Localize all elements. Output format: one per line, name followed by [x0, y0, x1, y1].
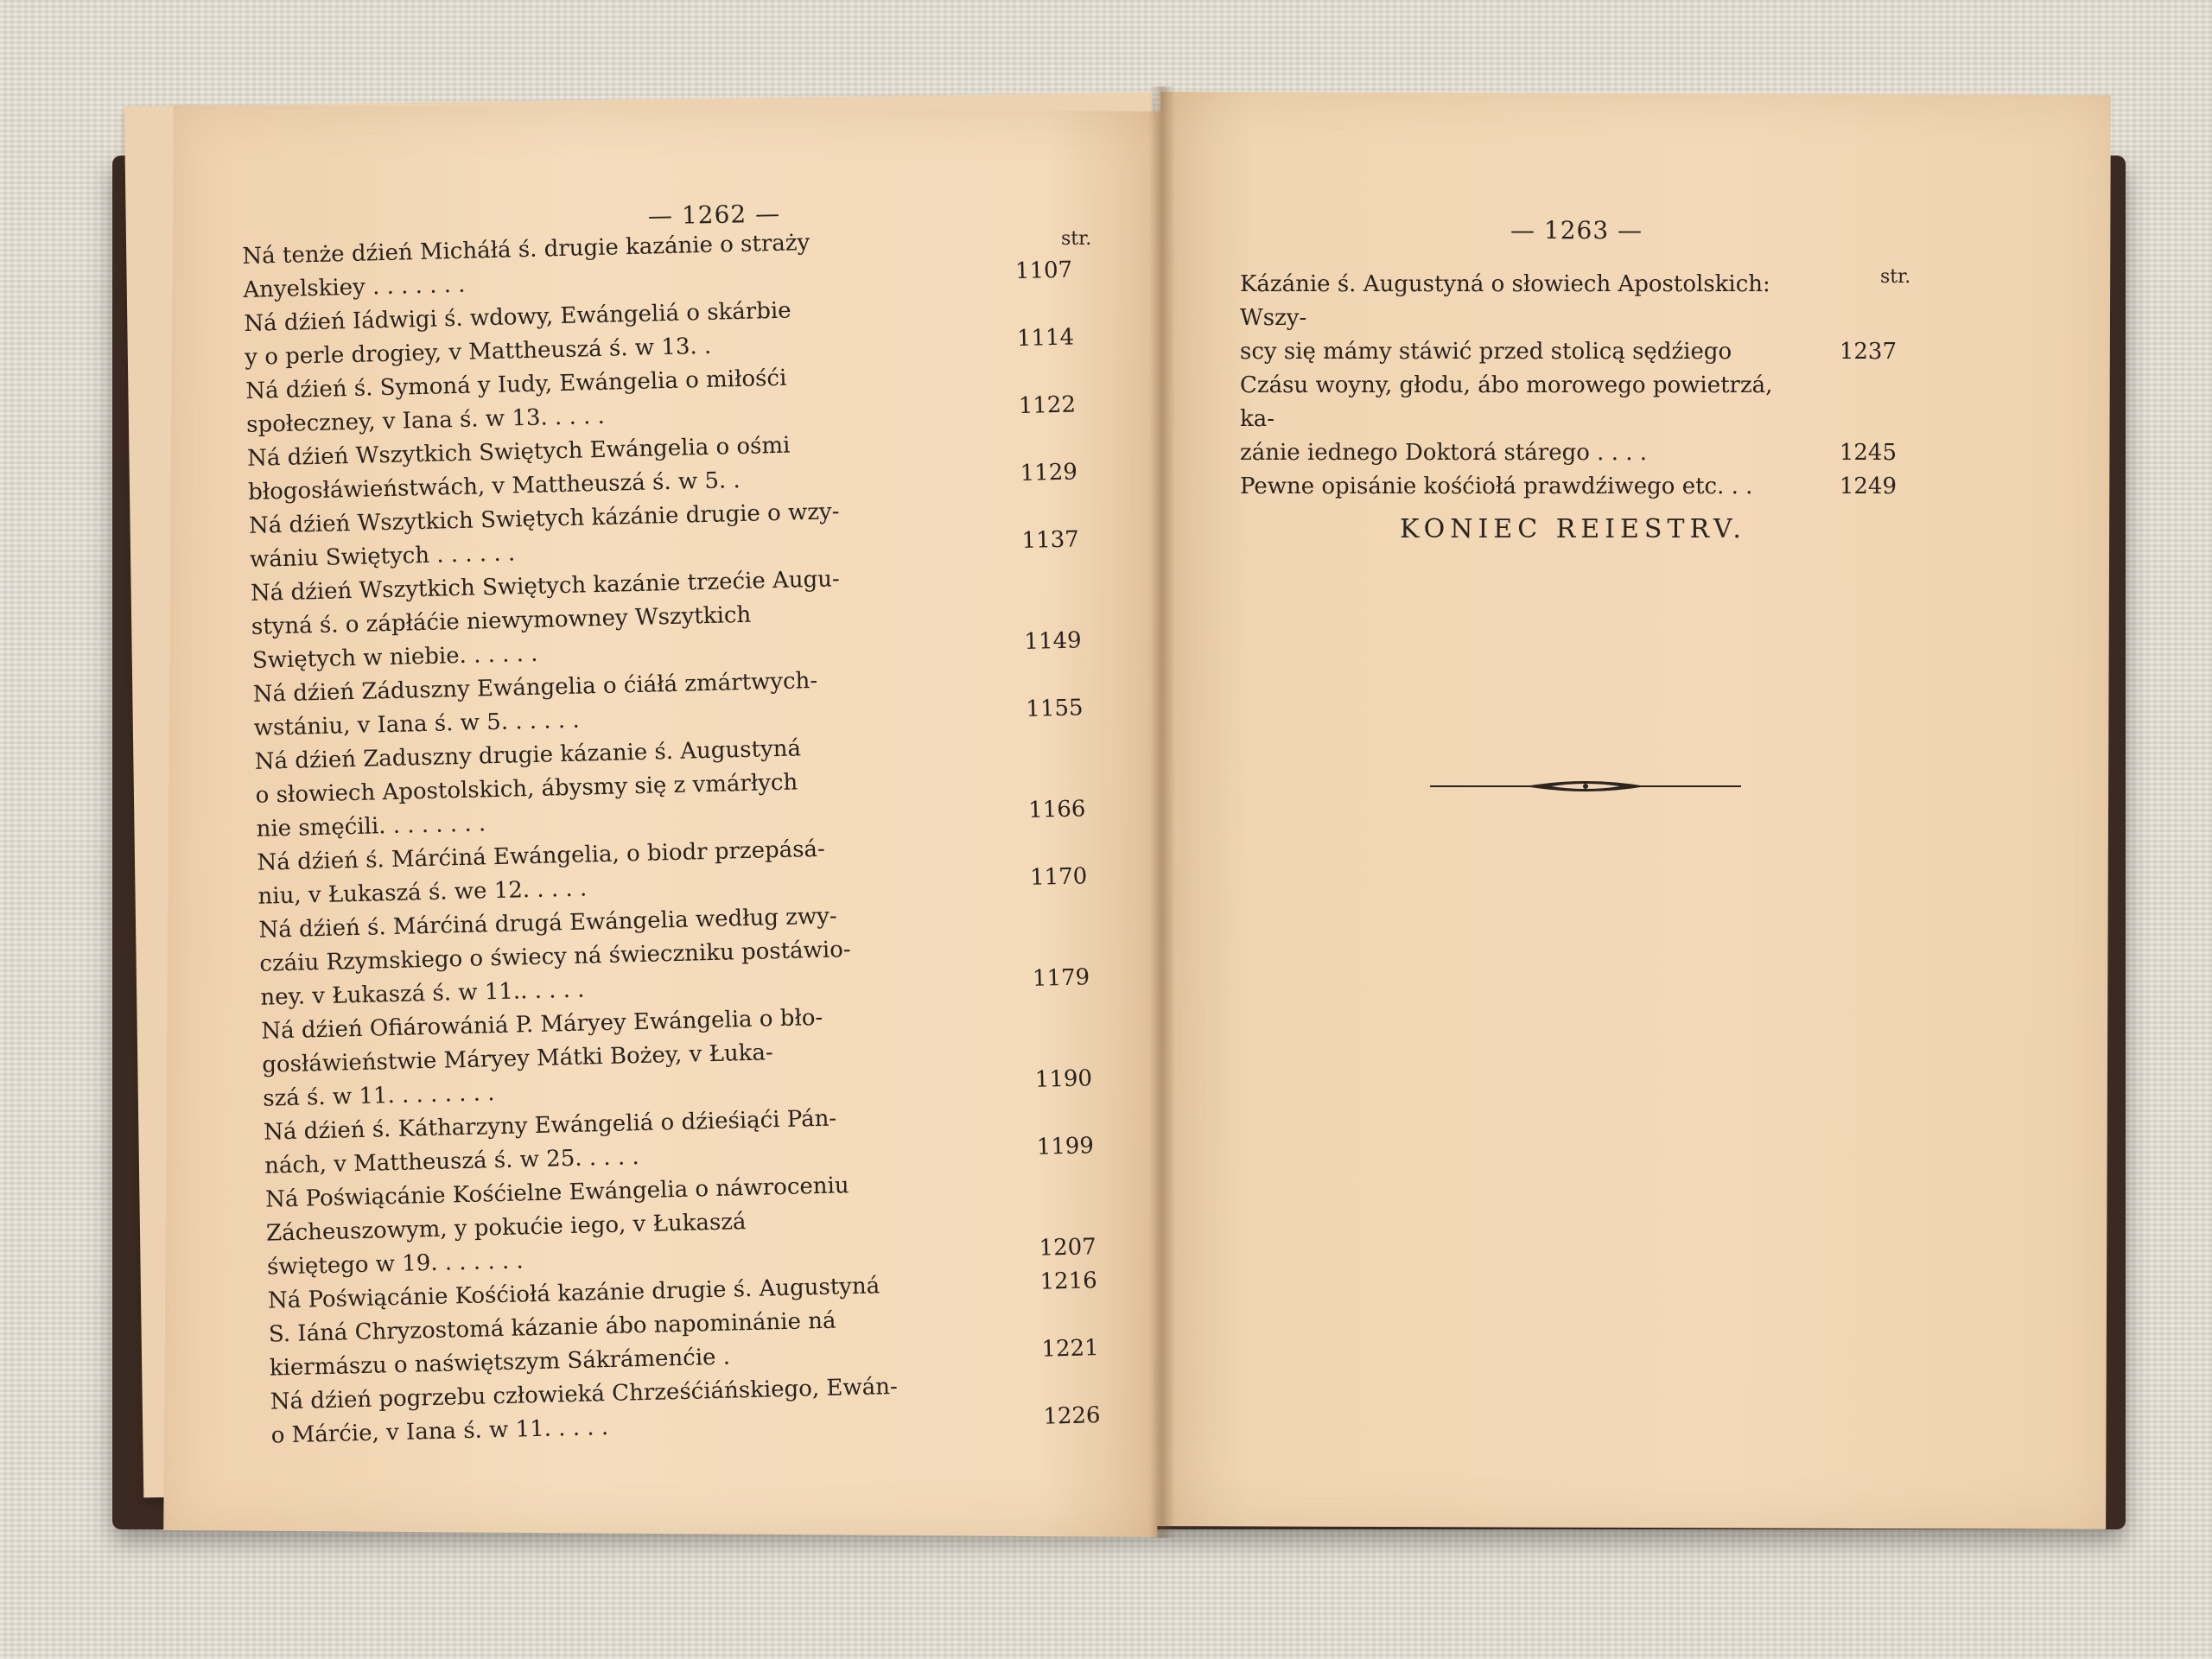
left-table-of-contents [242, 222, 1101, 1453]
toc-entry-page-number: 1107 [1014, 257, 1073, 285]
toc-entry-title: Ná dźień Wszytkich Swiętych kazánie trzećie Augu- styná ś. o zápłáćie niewymowney Wszytkich Swiętych w niebie. . . . . . [250, 566, 841, 674]
toc-entry-page-number: 1237 [1839, 339, 1897, 365]
toc-entry-page-number: 1129 [1020, 459, 1078, 487]
toc-entry-page-number: 1199 [1036, 1133, 1095, 1160]
decorative-rule-ornament-icon [1430, 773, 1741, 803]
toc-entry [1240, 369, 1897, 470]
toc-entry-page-number: 1166 [1027, 796, 1086, 823]
toc-entry-title: Kázánie ś. Augustyná o słowiech Apostolskich: Wszy- scy się mámy stáwić przed stolicą sędźiego [1240, 271, 1770, 365]
toc-entry [1240, 268, 1897, 369]
toc-entry-title: Ná dźień ś. Márćiná drugá Ewángelia według zwy- czáiu Rzymskiego o świecy ná świeczniku postáwio- ney. v Łukaszá ś. w 11.. . . . . [258, 903, 851, 1011]
right-page-str-label: str. [1880, 266, 1911, 288]
right-page-header: — 1263 — [1510, 216, 1643, 245]
closing-text: KONIEC REIESTRV. [1400, 514, 1746, 544]
toc-entry-title: Pewne opisánie kośćiołá prawdźiwego etc. . . [1240, 474, 1753, 499]
toc-entry-title: Ná Poświącánie Kośćiołá kazánie drugie ś. Augustyná [267, 1273, 880, 1314]
toc-entry-title: S. Iáná Chryzostomá kázanie ábo napominánie ná kiermászu o naświętszym Sákrámenćie . [268, 1307, 836, 1382]
toc-entry-title: Ná dźień ś. Márćiná Ewángelia, o biodr przepásá- niu, v Łukaszá ś. we 12. . . . . [257, 836, 826, 910]
toc-entry-page-number: 1122 [1018, 391, 1077, 420]
toc-entry [261, 997, 1093, 1116]
toc-entry [258, 896, 1090, 1015]
toc-entry-page-number: 1245 [1839, 440, 1897, 466]
toc-entry [1240, 470, 1897, 504]
toc-entry-title: Ná dźień ś. Symoná y Iudy, Ewángelia o miłośći społeczney, v Iana ś. w 13. . . . . [245, 365, 787, 438]
toc-entry [250, 559, 1082, 678]
toc-entry-page-number: 1149 [1024, 627, 1082, 656]
toc-entry-title: Ná dźień Zaduszny drugie kázanie ś. Augustyná o słowiech Apostolskich, ábysmy się z vmárłych nie smęćili. . . . . . . . [254, 735, 802, 842]
toc-entry-page-number: 1137 [1021, 526, 1080, 555]
toc-entry-title: Ná dźień Záduszny Ewángelia o ćiáłá zmártwych- wstániu, v Iana ś. w 5. . . . . . [252, 667, 818, 741]
toc-entry-page-number: 1190 [1034, 1065, 1093, 1093]
toc-entry-page-number: 1249 [1839, 474, 1897, 499]
toc-entry-title: Ná dźień pogrzebu człowieká Chrześćiáńskiego, Ewán- o Márćie, v Iana ś. w 11. . . . . [270, 1373, 899, 1449]
toc-entry-page-number: 1207 [1039, 1234, 1097, 1262]
toc-entry-page-number: 1216 [1039, 1268, 1098, 1295]
toc-entry-title: Czásu woyny, głodu, ábo morowego powietrzá, ka- zánie iednego Doktorá stárego . . . . [1240, 372, 1773, 466]
toc-entry-title: Ná dźień Wszytkich Swiętych kázánie drugie o wzy- wániu Swiętych . . . . . . [248, 499, 840, 573]
toc-entry-title: Ná dźień Wszytkich Swiętych Ewángelia o ośmi błogosłáwieństwách, v Mattheuszá ś. w 5. . [246, 432, 791, 505]
toc-entry-page-number: 1179 [1032, 964, 1090, 992]
toc-entry-title: Ná dźień Ofiárowániá P. Máryey Ewángelia o bło- gosłáwieństwie Máryey Mátki Bożey, v Łuka- szá ś. w 11. . . . . . . . [261, 1004, 823, 1112]
toc-entry-page-number: 1221 [1041, 1335, 1099, 1363]
left-page-header: — 1262 — [647, 199, 781, 231]
toc-entry-page-number: 1170 [1029, 863, 1088, 891]
toc-entry-page-number: 1114 [1016, 324, 1075, 353]
toc-entry-page-number: 1155 [1025, 695, 1084, 722]
toc-entry-title: Ná dźień ś. Kátharzyny Ewángeliá o dźieśiąći Pán- nách, v Mattheuszá ś. w 25. . . . . [263, 1105, 837, 1179]
toc-entry-title: Ná tenże dźień Micháłá ś. drugie kazánie o straży Anyelskiey . . . . . . . [242, 229, 810, 303]
right-table-of-contents [1240, 268, 1897, 504]
book-gutter [1149, 86, 1175, 1538]
toc-entry-title: Ná dźień Iádwigi ś. wdowy, Ewángeliá o skárbie y o perle drogiey, v Mattheuszá ś. w 13. . [244, 297, 791, 371]
left-page-str-label: str. [1061, 228, 1092, 250]
toc-entry [254, 728, 1086, 847]
toc-entry-page-number: 1226 [1043, 1402, 1101, 1430]
toc-entry-title: Ná Poświącánie Kośćielne Ewángelia o náwroceniu Zácheuszowym, y pokućie iego, v Łukaszá świętego w 19. . . . . . . [264, 1173, 849, 1281]
